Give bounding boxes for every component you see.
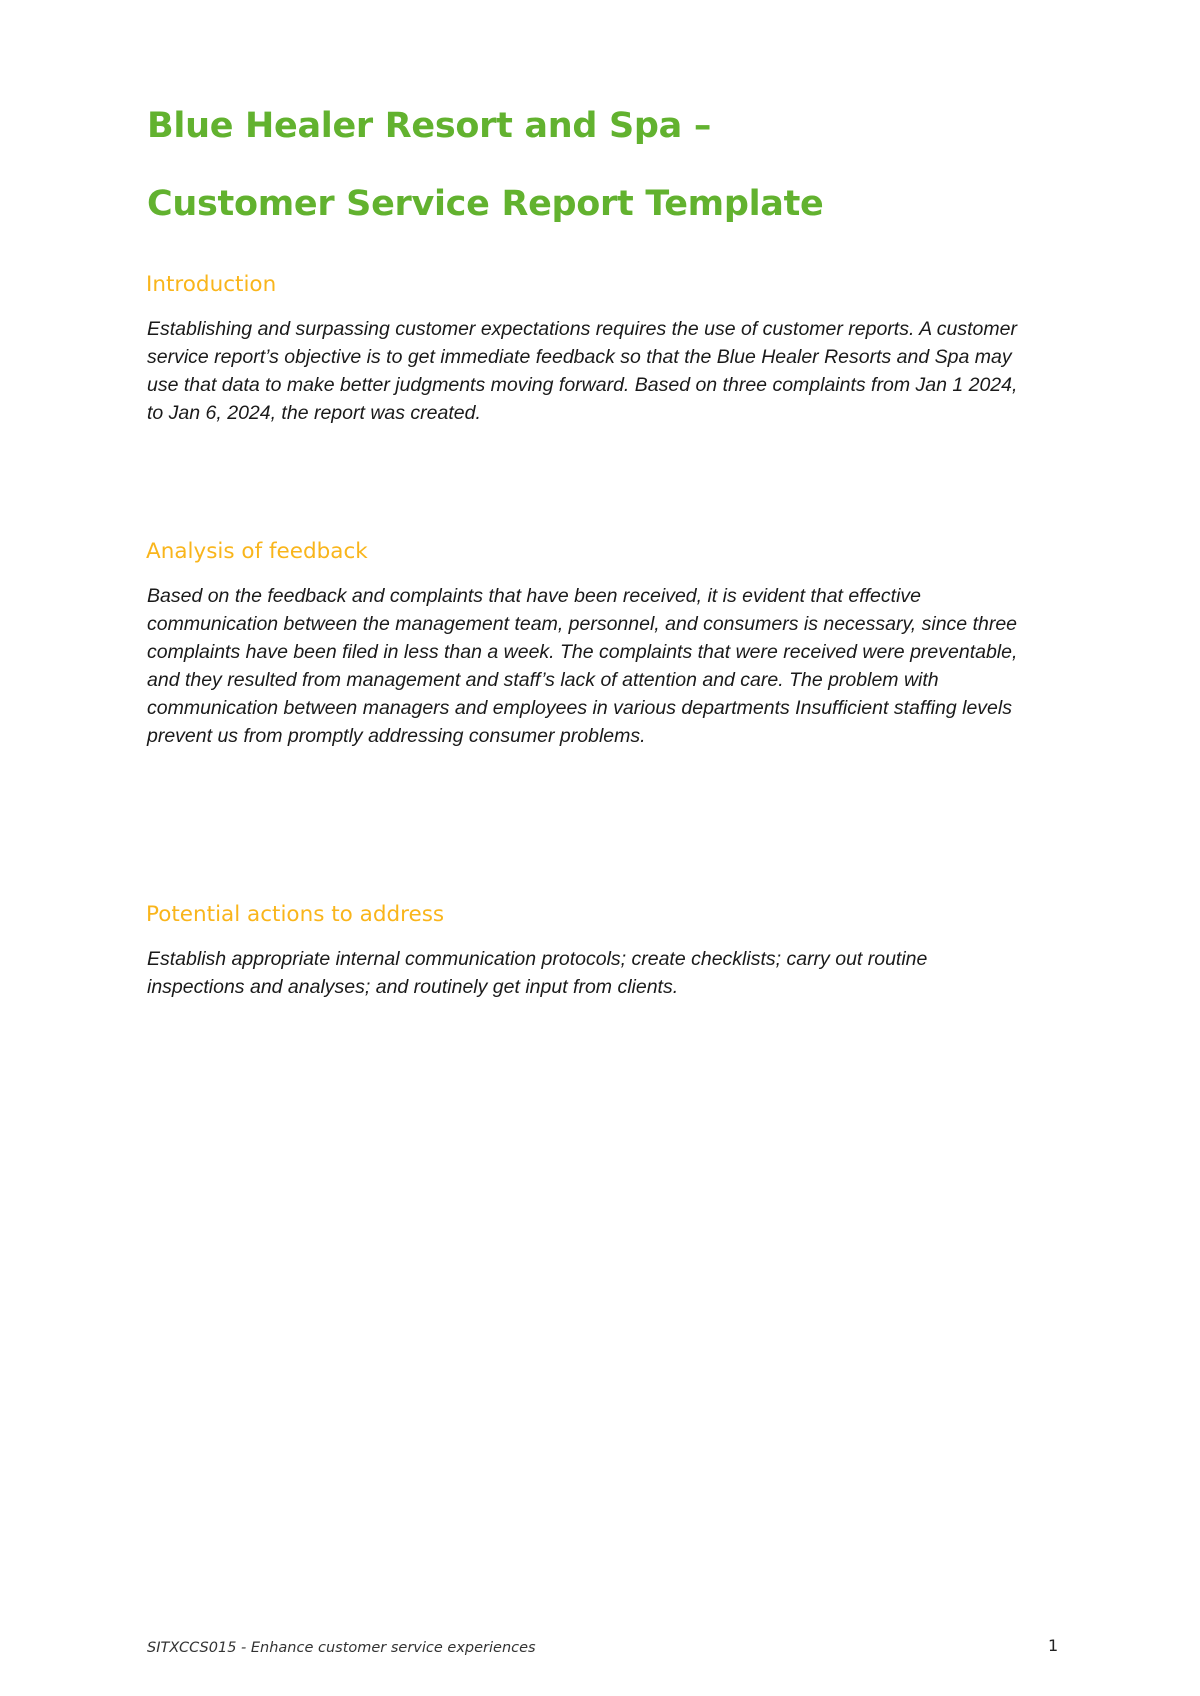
- paragraph-line: inspections and analyses; and routinely get input from clients.: [147, 976, 679, 998]
- paragraph-line: Establishing and surpassing customer expectations requires the use of customer reports. A customer: [147, 318, 1017, 340]
- paragraph-line: complaints have been filed in less than a week. The complaints that were received were preventable,: [147, 641, 1018, 663]
- paragraph-line: communication between the management team, personnel, and consumers is necessary, since three: [147, 613, 1018, 635]
- paragraph-line: and they resulted from management and staff’s lack of attention and care. The problem with: [147, 669, 939, 691]
- paragraph-line: Establish appropriate internal communication protocols; create checklists; carry out routine: [147, 948, 928, 970]
- paragraph-line: service report’s objective is to get immediate feedback so that the Blue Healer Resorts and Spa may: [147, 346, 1012, 368]
- introduction-heading: Introduction: [146, 272, 277, 297]
- paragraph-line: to Jan 6, 2024, the report was created.: [147, 402, 481, 424]
- paragraph-line: communication between managers and employees in various departments Insufficient staffing levels: [147, 697, 1012, 719]
- paragraph-line: Based on the feedback and complaints that have been received, it is evident that effective: [147, 585, 921, 607]
- document-title-line-2: Customer Service Report Template: [147, 184, 824, 224]
- footer-course-text: SITXCCS015 - Enhance customer service experiences: [147, 1640, 536, 1656]
- footer-page-number: 1: [1048, 1636, 1059, 1655]
- analysis-paragraph: [147, 582, 1067, 750]
- paragraph-line: use that data to make better judgments moving forward. Based on three complaints from Jan 1 2024,: [147, 374, 1018, 396]
- actions-paragraph: [147, 945, 1067, 1001]
- actions-heading: Potential actions to address: [146, 902, 445, 927]
- introduction-paragraph: [147, 315, 1067, 427]
- paragraph-line: prevent us from promptly addressing consumer problems.: [147, 725, 646, 747]
- analysis-heading: Analysis of feedback: [146, 539, 368, 564]
- document-title-line-1: Blue Healer Resort and Spa –: [147, 106, 712, 146]
